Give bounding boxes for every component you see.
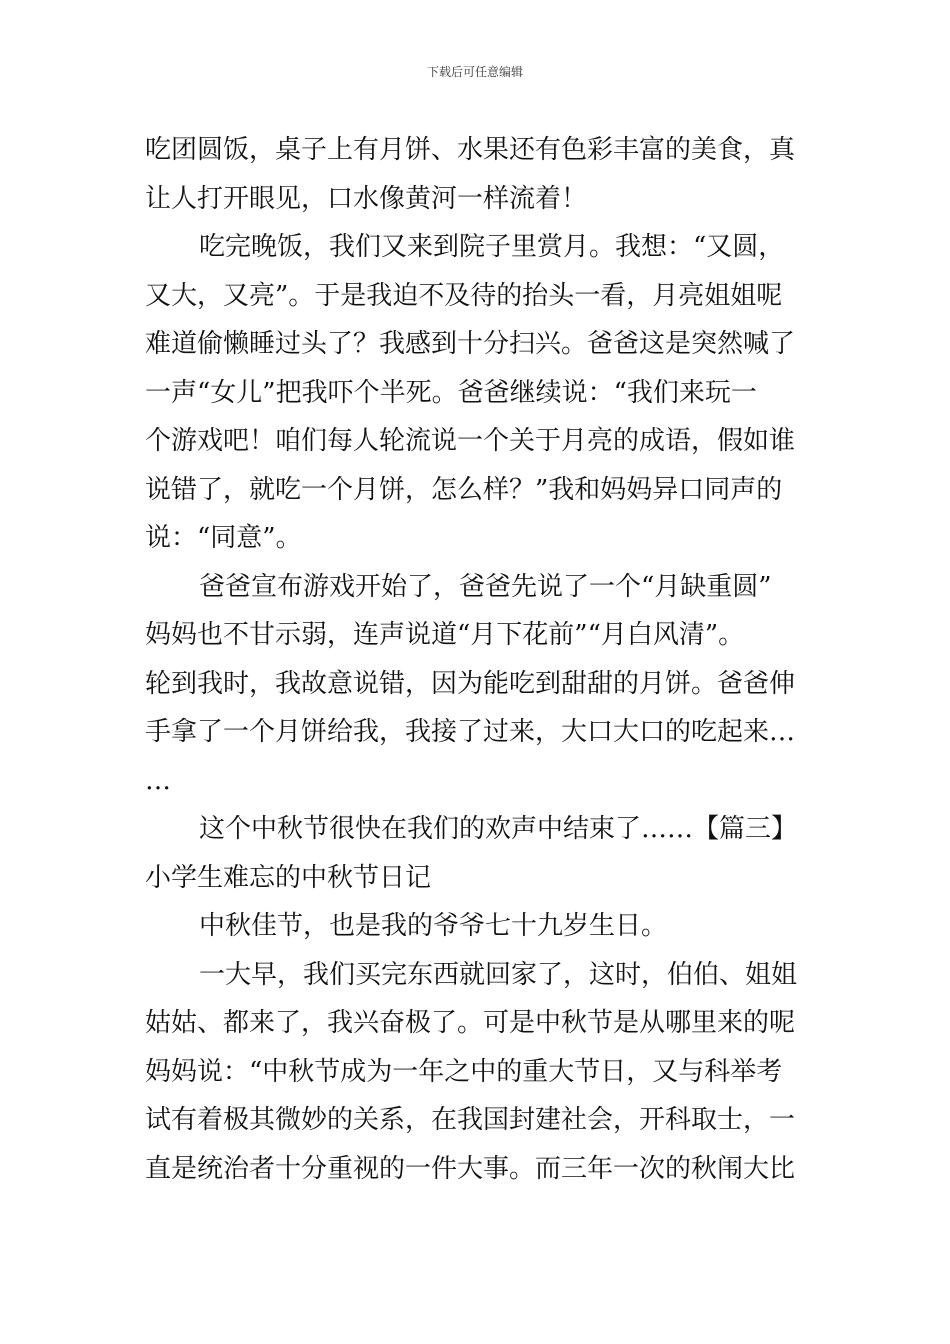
text-line: … [145,765,171,796]
paragraph-start-line: 爸爸宣布游戏开始了，爸爸先说了一个“月缺重圆” [199,571,772,602]
body-text [145,126,815,1193]
text-line: 说错了，就吃一个月饼，怎么样？”我和妈妈异口同声的 [145,474,783,505]
paragraph-start-line: 一大早，我们买完东西就回家了，这时，伯伯、姐姐 [199,959,798,990]
text-line: 姑姑、都来了，我兴奋极了。可是中秋节是从哪里来的呢 [145,1008,796,1038]
text-line: 试有着极其微妙的关系，在我国封建社会，开科取士，一 [145,1105,796,1135]
text-line: 轮到我时，我故意说错，因为能吃到甜甜的月饼。爸爸伸 [145,668,796,699]
text-line: 说：“同意”。 [145,523,302,553]
text-line: 个游戏吧！咱们每人轮流说一个关于月亮的成语，假如谁 [145,426,796,456]
page-header: 下载后可任意编辑 [426,65,523,79]
text-line: 让人打开眼见，口水像黄河一样流着！ [145,183,588,214]
paragraph-start-line: 中秋佳节，也是我的爷爷七十九岁生日。 [199,911,668,941]
text-line: 吃团圆饭，桌子上有月饼、水果还有色彩丰富的美食，真 [145,135,796,165]
text-line: 一声“女儿”把我吓个半死。爸爸继续说：“我们来玩一 [145,377,757,408]
section-title-line: 小学生难忘的中秋节日记 [145,862,432,893]
text-line: 又大，又亮”。于是我迫不及待的抬头一看，月亮姐姐呢 [145,280,783,311]
paragraph-start-line: 吃完晚饭，我们又来到院子里赏月。我想：“又圆， [199,232,785,262]
text-line: 手拿了一个月饼给我，我接了过来，大口大口的吃起来… [145,717,796,747]
text-line: 妈妈说：“中秋节成为一年之中的重大节日，又与科举考 [145,1056,783,1087]
text-line: 难道偷懒睡过头了？我感到十分扫兴。爸爸这是突然喊了 [145,329,796,359]
paragraph-start-line: 这个中秋节很快在我们的欢声中结束了……【篇三】 [199,814,798,844]
text-line: 直是统治者十分重视的一件大事。而三年一次的秋闱大比 [145,1153,796,1184]
text-line: 妈妈也不甘示弱，连声说道“月下花前”“月白风清”。 [145,620,745,650]
